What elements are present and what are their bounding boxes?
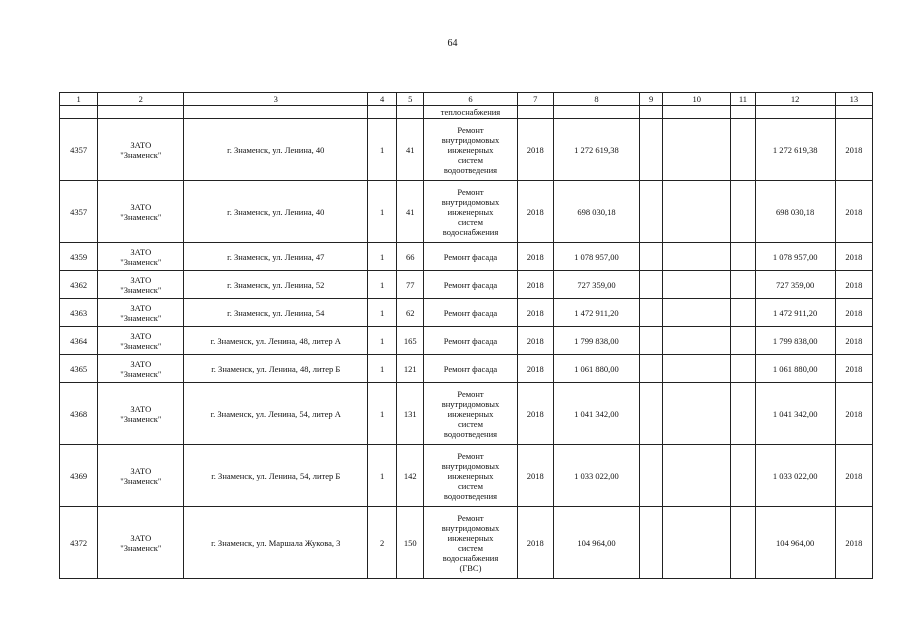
cell-c13: 2018 <box>835 243 872 271</box>
column-header: 12 <box>755 93 835 106</box>
table-cell <box>184 106 368 119</box>
cell-c11 <box>731 299 755 327</box>
cell-c8: 1 799 838,00 <box>553 327 639 355</box>
cell-c11 <box>731 445 755 507</box>
cell-c5: 77 <box>397 271 424 299</box>
cell-c10 <box>663 355 731 383</box>
cell-c10 <box>663 445 731 507</box>
cell-c9 <box>640 299 663 327</box>
cell-c13: 2018 <box>835 271 872 299</box>
column-header: 7 <box>517 93 553 106</box>
column-header: 5 <box>397 93 424 106</box>
cell-c9 <box>640 507 663 579</box>
cell-c5: 142 <box>397 445 424 507</box>
cell-c8: 727 359,00 <box>553 271 639 299</box>
cell-c8: 1 061 880,00 <box>553 355 639 383</box>
cell-c6 <box>424 243 517 271</box>
work-type-line: внутридомовых <box>441 134 500 145</box>
cell-c9 <box>640 243 663 271</box>
municipality-name: "Знаменск" <box>120 256 162 267</box>
cell-c10 <box>663 507 731 579</box>
cell-c10 <box>663 271 731 299</box>
municipality-name: "Знаменск" <box>120 542 162 553</box>
cell-c3: г. Знаменск, ул. Ленина, 52 <box>184 271 368 299</box>
cell-c5: 121 <box>397 355 424 383</box>
cell-c6 <box>424 327 517 355</box>
cell-c5: 66 <box>397 243 424 271</box>
column-header: 6 <box>424 93 517 106</box>
cell-c13: 2018 <box>835 181 872 243</box>
column-header: 10 <box>663 93 731 106</box>
column-header: 2 <box>98 93 184 106</box>
column-header: 11 <box>731 93 755 106</box>
table-row <box>60 355 873 383</box>
cell-c7: 2018 <box>517 271 553 299</box>
cell-c10 <box>663 383 731 445</box>
cell-c11 <box>731 355 755 383</box>
cell-c3: г. Знаменск, ул. Ленина, 54, литер Б <box>184 445 368 507</box>
cell-c10 <box>663 181 731 243</box>
table-cell <box>60 106 98 119</box>
municipality-type: ЗАТО <box>130 274 152 285</box>
cell-c4: 1 <box>368 445 397 507</box>
work-type-line: инженерных <box>447 408 494 419</box>
cell-c4: 1 <box>368 271 397 299</box>
cell-c12: 1 799 838,00 <box>755 327 835 355</box>
cell-c11 <box>731 507 755 579</box>
cell-c7: 2018 <box>517 507 553 579</box>
work-type-line: инженерных <box>447 144 494 155</box>
municipality-name: "Знаменск" <box>120 284 162 295</box>
work-type-line: водоотведения <box>443 490 498 501</box>
cell-c5: 165 <box>397 327 424 355</box>
table-row <box>60 271 873 299</box>
table-cell <box>663 106 731 119</box>
cell-c10 <box>663 327 731 355</box>
cell-c1: 4368 <box>60 383 98 445</box>
table-row <box>60 507 873 579</box>
cell-c12: 104 964,00 <box>755 507 835 579</box>
cell-c6 <box>424 383 517 445</box>
municipality-type: ЗАТО <box>130 465 152 476</box>
work-type-line: Ремонт <box>457 186 484 197</box>
municipality-name: "Знаменск" <box>120 211 162 222</box>
table-row <box>60 383 873 445</box>
cell-c4: 1 <box>368 299 397 327</box>
municipality-name: "Знаменск" <box>120 340 162 351</box>
table-row <box>60 119 873 181</box>
table-cell <box>640 106 663 119</box>
cell-c1: 4362 <box>60 271 98 299</box>
cell-c7: 2018 <box>517 327 553 355</box>
cell-c11 <box>731 271 755 299</box>
table-cell <box>98 106 184 119</box>
table-row <box>60 181 873 243</box>
cell-c6 <box>424 271 517 299</box>
cell-c12: 1 061 880,00 <box>755 355 835 383</box>
cell-c1: 4372 <box>60 507 98 579</box>
cell-c9 <box>640 181 663 243</box>
cell-c3: г. Знаменск, ул. Маршала Жукова, 3 <box>184 507 368 579</box>
cell-c6 <box>424 355 517 383</box>
cell-c13: 2018 <box>835 383 872 445</box>
cell-c12: 698 030,18 <box>755 181 835 243</box>
work-type-line: Ремонт фасада <box>443 307 498 318</box>
work-type-line: Ремонт фасада <box>443 279 498 290</box>
cell-c1: 4357 <box>60 181 98 243</box>
work-type-line: Ремонт <box>457 388 484 399</box>
cell-c10 <box>663 119 731 181</box>
work-type-line: Ремонт <box>457 124 484 135</box>
work-type-line: водоотведения <box>443 164 498 175</box>
cell-c8: 1 033 022,00 <box>553 445 639 507</box>
cell-c4: 1 <box>368 119 397 181</box>
cell-c10 <box>663 243 731 271</box>
column-header: 4 <box>368 93 397 106</box>
cell-c1: 4369 <box>60 445 98 507</box>
cell-c13: 2018 <box>835 355 872 383</box>
cell-c6 <box>424 181 517 243</box>
work-type-line: Ремонт <box>457 512 484 523</box>
work-type-line: Ремонт фасада <box>443 363 498 374</box>
cell-c1: 4357 <box>60 119 98 181</box>
work-type-line: внутридомовых <box>441 460 500 471</box>
municipality-name: "Знаменск" <box>120 413 162 424</box>
cell-c6 <box>424 507 517 579</box>
cell-c4: 1 <box>368 355 397 383</box>
cell-c8: 104 964,00 <box>553 507 639 579</box>
work-type-line: систем <box>458 216 483 227</box>
cell-c13: 2018 <box>835 119 872 181</box>
cell-c7: 2018 <box>517 243 553 271</box>
cell-c3: г. Знаменск, ул. Ленина, 54 <box>184 299 368 327</box>
cell-c9 <box>640 383 663 445</box>
cell-c5: 131 <box>397 383 424 445</box>
cell-c12: 1 472 911,20 <box>755 299 835 327</box>
cell-c13: 2018 <box>835 327 872 355</box>
column-header: 9 <box>640 93 663 106</box>
work-type-line: водоснабжения <box>442 552 499 563</box>
cell-c3: г. Знаменск, ул. Ленина, 40 <box>184 119 368 181</box>
cell-c12: 1 033 022,00 <box>755 445 835 507</box>
cell-c2 <box>98 327 184 355</box>
work-type-line: Ремонт <box>457 450 484 461</box>
cell-c4: 2 <box>368 507 397 579</box>
cell-c7: 2018 <box>517 383 553 445</box>
cell-c2 <box>98 507 184 579</box>
municipality-type: ЗАТО <box>130 403 152 414</box>
cell-c5: 62 <box>397 299 424 327</box>
work-type-line: Ремонт фасада <box>443 335 498 346</box>
work-type-line: систем <box>458 480 483 491</box>
cell-c3: г. Знаменск, ул. Ленина, 48, литер А <box>184 327 368 355</box>
table-row <box>60 327 873 355</box>
cell-c8: 1 472 911,20 <box>553 299 639 327</box>
cell-c3: г. Знаменск, ул. Ленина, 47 <box>184 243 368 271</box>
work-type-line: систем <box>458 418 483 429</box>
cell-c7: 2018 <box>517 445 553 507</box>
work-type-line: инженерных <box>447 532 494 543</box>
cell-c1: 4359 <box>60 243 98 271</box>
table-cell <box>835 106 872 119</box>
cell-c11 <box>731 383 755 445</box>
municipality-name: "Знаменск" <box>120 475 162 486</box>
cell-c5: 150 <box>397 507 424 579</box>
work-type-line: инженерных <box>447 470 494 481</box>
cell-c3: г. Знаменск, ул. Ленина, 54, литер А <box>184 383 368 445</box>
municipality-type: ЗАТО <box>130 532 152 543</box>
municipality-type: ЗАТО <box>130 330 152 341</box>
column-header: 8 <box>553 93 639 106</box>
column-header: 1 <box>60 93 98 106</box>
table-row <box>60 299 873 327</box>
municipality-type: ЗАТО <box>130 302 152 313</box>
cell-c12: 727 359,00 <box>755 271 835 299</box>
cell-c3: г. Знаменск, ул. Ленина, 48, литер Б <box>184 355 368 383</box>
cell-c7: 2018 <box>517 299 553 327</box>
work-type-line: водоотведения <box>443 428 498 439</box>
cell-c12: 1 272 619,38 <box>755 119 835 181</box>
continuation-row <box>60 106 873 119</box>
municipality-type: ЗАТО <box>130 246 152 257</box>
cell-c7: 2018 <box>517 355 553 383</box>
cell-c8: 1 041 342,00 <box>553 383 639 445</box>
cell-c7: 2018 <box>517 181 553 243</box>
work-type-line: (ГВС) <box>459 562 482 573</box>
cell-c8: 1 078 957,00 <box>553 243 639 271</box>
cell-c2 <box>98 119 184 181</box>
column-header: 3 <box>184 93 368 106</box>
cell-c11 <box>731 327 755 355</box>
work-type-line: внутридомовых <box>441 196 500 207</box>
cell-c12: 1 041 342,00 <box>755 383 835 445</box>
table-row <box>60 445 873 507</box>
cell-c3: г. Знаменск, ул. Ленина, 40 <box>184 181 368 243</box>
repair-program-table <box>59 92 873 579</box>
cell-c6 <box>424 119 517 181</box>
work-type-line: инженерных <box>447 206 494 217</box>
cell-c9 <box>640 355 663 383</box>
cell-c9 <box>640 119 663 181</box>
table-cell <box>368 106 397 119</box>
cell-c7: 2018 <box>517 119 553 181</box>
cell-c9 <box>640 271 663 299</box>
cell-c2 <box>98 445 184 507</box>
table-cell <box>731 106 755 119</box>
work-type-line: Ремонт фасада <box>443 251 498 262</box>
cell-c1: 4364 <box>60 327 98 355</box>
cell-c2 <box>98 299 184 327</box>
municipality-type: ЗАТО <box>130 358 152 369</box>
cell-c6 <box>424 445 517 507</box>
cell-c10 <box>663 299 731 327</box>
cell-c2 <box>98 243 184 271</box>
municipality-name: "Знаменск" <box>120 149 162 160</box>
cell-c2 <box>98 355 184 383</box>
table-cell <box>397 106 424 119</box>
cell-c1: 4365 <box>60 355 98 383</box>
table-cell <box>755 106 835 119</box>
cell-c6 <box>424 299 517 327</box>
cell-c4: 1 <box>368 327 397 355</box>
cell-c13: 2018 <box>835 445 872 507</box>
municipality-name: "Знаменск" <box>120 368 162 379</box>
municipality-name: "Знаменск" <box>120 312 162 323</box>
cell-c9 <box>640 327 663 355</box>
header-row <box>60 93 873 106</box>
cell-c13: 2018 <box>835 507 872 579</box>
cell-c5: 41 <box>397 119 424 181</box>
cell-c4: 1 <box>368 243 397 271</box>
cell-c9 <box>640 445 663 507</box>
table-cell <box>517 106 553 119</box>
table-cell <box>553 106 639 119</box>
cell-c2 <box>98 383 184 445</box>
cell-c11 <box>731 243 755 271</box>
cell-c5: 41 <box>397 181 424 243</box>
work-type-line: внутридомовых <box>441 522 500 533</box>
page-number: 64 <box>447 38 458 49</box>
cell-c13: 2018 <box>835 299 872 327</box>
cell-c11 <box>731 119 755 181</box>
municipality-type: ЗАТО <box>130 201 152 212</box>
cell-c2 <box>98 271 184 299</box>
work-type-line: водоснабжения <box>442 226 499 237</box>
cell-c11 <box>731 181 755 243</box>
work-type-line: систем <box>458 154 483 165</box>
column-header: 13 <box>835 93 872 106</box>
cell-c4: 1 <box>368 383 397 445</box>
table-row <box>60 243 873 271</box>
continuation-text: теплоснабжения <box>424 106 517 119</box>
cell-c8: 1 272 619,38 <box>553 119 639 181</box>
cell-c8: 698 030,18 <box>553 181 639 243</box>
cell-c4: 1 <box>368 181 397 243</box>
work-type-line: внутридомовых <box>441 398 500 409</box>
cell-c2 <box>98 181 184 243</box>
cell-c1: 4363 <box>60 299 98 327</box>
work-type-line: систем <box>458 542 483 553</box>
cell-c12: 1 078 957,00 <box>755 243 835 271</box>
municipality-type: ЗАТО <box>130 139 152 150</box>
